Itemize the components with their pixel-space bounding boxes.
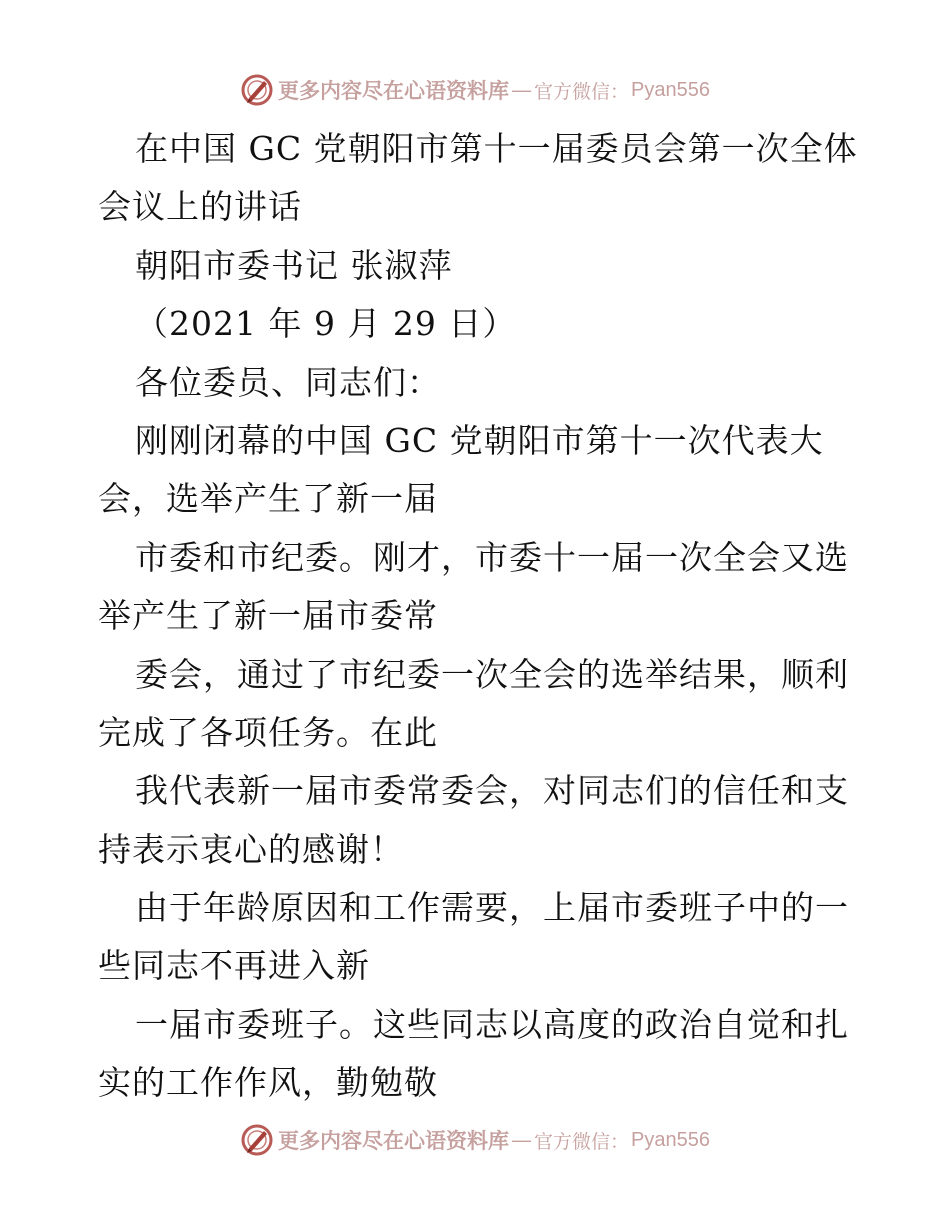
paragraph-line: 刚刚闭幕的中国 GC 党朝阳市第十一次代表大: [135, 420, 824, 460]
paragraph-line: 持表示衷心的感谢！: [98, 829, 404, 869]
paragraph-line: 会，选举产生了新一届: [98, 479, 438, 519]
document-author: 朝阳市委书记 张淑萍: [135, 245, 453, 285]
document-title-line-2: 会议上的讲话: [98, 187, 302, 227]
paragraph-line: 市委和市纪委。刚才，市委十一届一次全会又选: [135, 537, 849, 577]
banner-wechat-id: Pyan556: [631, 78, 710, 101]
document-salutation: 各位委员、同志们：: [135, 362, 441, 402]
paragraph-line: 一届市委班子。这些同志以高度的政治自觉和扎: [135, 1004, 849, 1044]
banner-brand-text: 更多内容尽在心语资料库: [278, 78, 509, 103]
paragraph-line: 我代表新一届市委常委会，对同志们的信任和支: [135, 771, 849, 811]
document-body: [98, 120, 858, 1113]
document-date: （2021 年 9 月 29 日）: [135, 304, 517, 344]
paragraph-line: 完成了各项任务。在此: [98, 712, 438, 752]
banner-wechat-id: Pyan556: [631, 1128, 710, 1151]
pen-circle-logo-icon: [240, 73, 274, 107]
paragraph-line: 举产生了新一届市委常: [98, 596, 438, 636]
footer-watermark: [0, 1120, 950, 1160]
document-title-line-1: 在中国 GC 党朝阳市第十一届委员会第一次全体: [135, 129, 858, 168]
paragraph-line: 些同志不再进入新: [98, 946, 370, 986]
paragraph-line: 委会，通过了市纪委一次全会的选举结果，顺利: [135, 654, 849, 694]
banner-wechat-label: 官方微信：: [534, 80, 630, 103]
paragraph-line: 由于年龄原因和工作需要，上届市委班子中的一: [135, 888, 849, 928]
paragraph-line: 实的工作作风，勤勉敬: [98, 1063, 438, 1103]
pen-circle-logo-icon: [240, 1123, 274, 1157]
banner-wechat-label: 官方微信：: [534, 1130, 630, 1153]
banner-brand-text: 更多内容尽在心语资料库: [278, 1128, 509, 1153]
banner-dash: —: [511, 78, 532, 102]
header-watermark: [0, 70, 950, 110]
banner-dash: —: [511, 1128, 532, 1152]
